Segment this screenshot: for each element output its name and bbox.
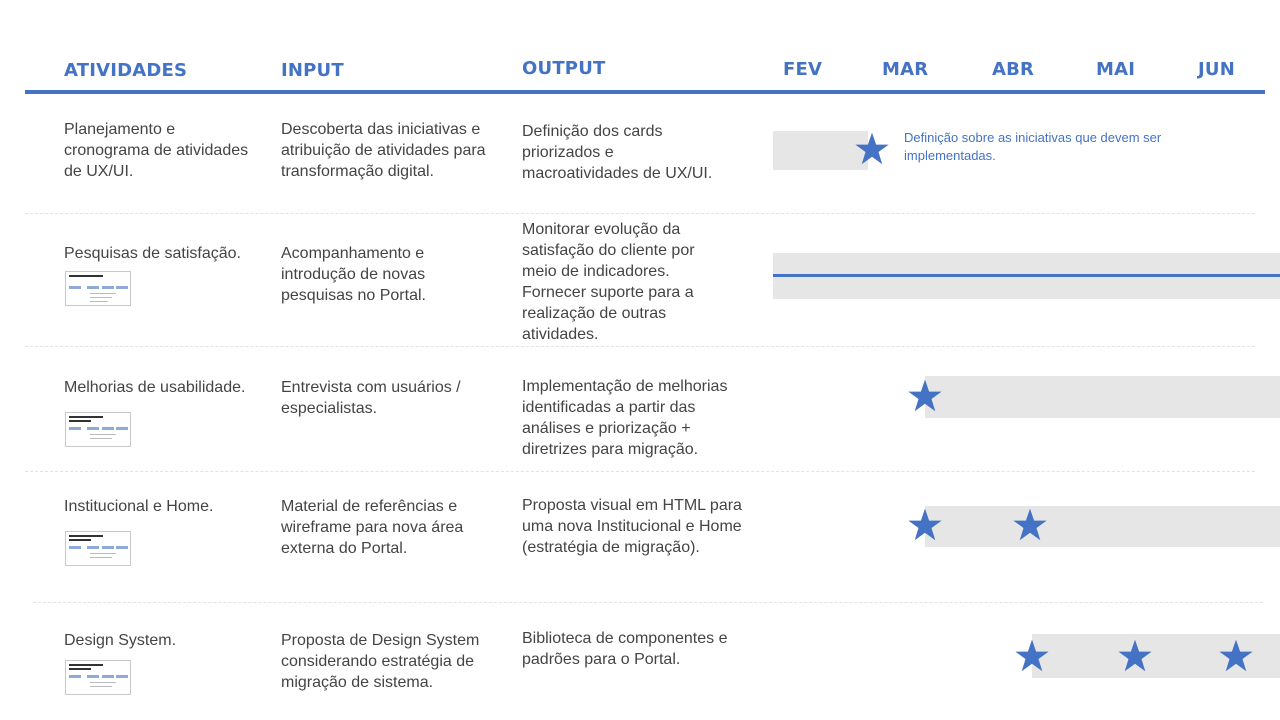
row3-atividade: Melhorias de usabilidade. (64, 379, 246, 396)
row5-output: Biblioteca de componentes e padrões para o Portal. (522, 630, 728, 668)
row3-timeline-bar (925, 376, 1280, 418)
row5-thumbnail (65, 660, 131, 695)
header-month-mar: MAR (882, 59, 929, 80)
row4-input: Material de referências e wireframe para nova área externa do Portal. (281, 498, 464, 557)
row-separator (25, 346, 1255, 347)
header-rule (25, 90, 1265, 94)
row2-atividade: Pesquisas de satisfação. (64, 245, 241, 262)
header-month-jun: JUN (1198, 59, 1235, 80)
row4-milestone-star-abr-icon (1011, 507, 1049, 545)
row3-input: Entrevista com usuários / especialistas. (281, 379, 461, 417)
row5-input: Proposta de Design System considerando estratégia de migração de sistema. (281, 632, 480, 691)
header-atividades: ATIVIDADES (64, 60, 188, 81)
row4-output: Proposta visual em HTML para uma nova Institucional e Home (estratégia de migração). (522, 497, 742, 556)
header-month-fev: FEV (783, 59, 823, 80)
header-month-mai: MAI (1096, 59, 1136, 80)
row-separator (25, 213, 1255, 214)
row5-atividade: Design System. (64, 632, 177, 649)
row2-timeline-line (773, 274, 1280, 277)
row3-output: Implementação de melhorias identificadas a partir das análises e priorização + diretrizes para migração. (522, 378, 728, 458)
row5-milestone-star-mai-icon (1116, 638, 1154, 676)
header-output: OUTPUT (522, 58, 606, 79)
row1-output: Definição dos cards priorizados e macroatividades de UX/UI. (522, 123, 713, 182)
row2-output: Monitorar evolução da satisfação do cliente por meio de indicadores. Fornecer suporte para a realização de outras atividades. (522, 221, 695, 343)
row3-milestone-star-icon (906, 378, 944, 416)
row2-input: Acompanhamento e introdução de novas pesquisas no Portal. (281, 245, 426, 304)
row1-input: Descoberta das iniciativas e atribuição de atividades para transformação digital. (281, 121, 486, 180)
row1-note: Definição sobre as iniciativas que devem ser implementadas. (904, 130, 1162, 163)
row-separator (33, 602, 1263, 603)
header-month-abr: ABR (992, 59, 1035, 80)
row5-milestone-star-abr-icon (1013, 638, 1051, 676)
header-input: INPUT (281, 60, 344, 81)
row1-milestone-star-icon (853, 131, 891, 169)
row5-milestone-star-jun-icon (1217, 638, 1255, 676)
row1-atividade: Planejamento e cronograma de atividades de UX/UI. (64, 121, 249, 180)
row2-thumbnail (65, 271, 131, 306)
row4-timeline-bar (925, 506, 1280, 547)
row4-atividade: Institucional e Home. (64, 498, 214, 515)
row-separator (25, 471, 1255, 472)
row4-thumbnail (65, 531, 131, 566)
row3-thumbnail (65, 412, 131, 447)
row4-milestone-star-mar-icon (906, 507, 944, 545)
